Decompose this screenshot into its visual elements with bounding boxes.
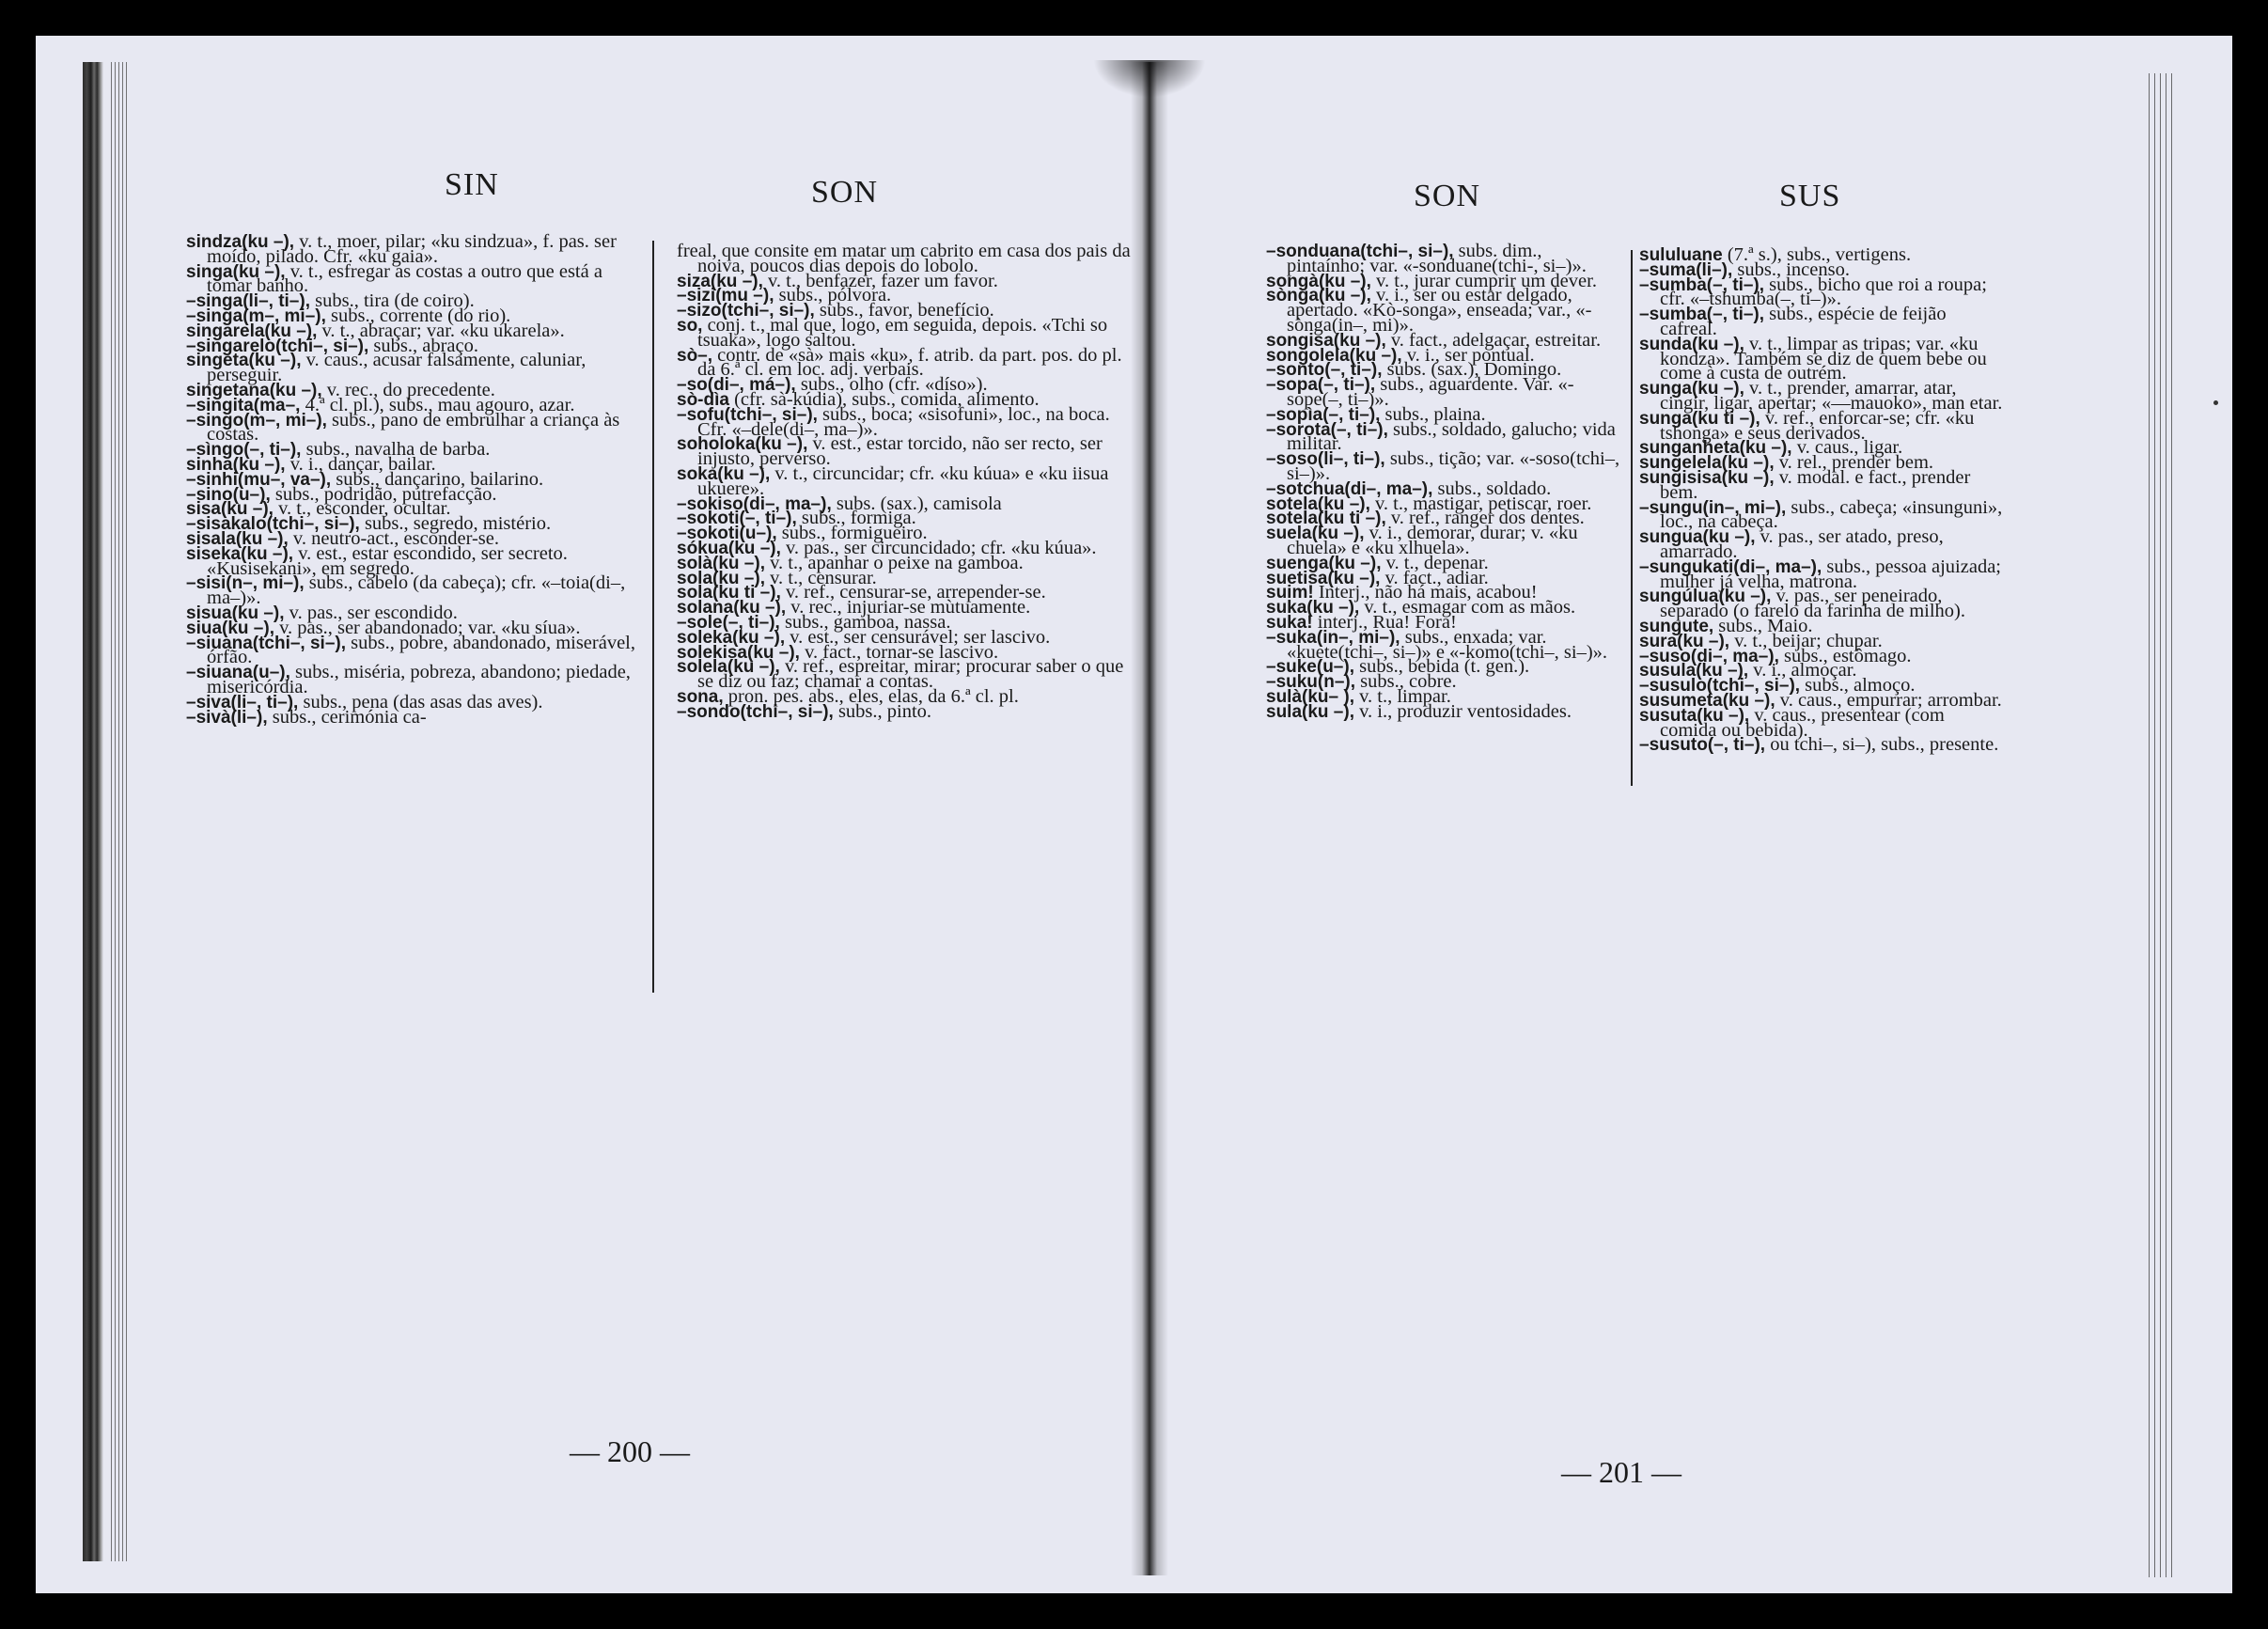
definition: v. t., depenar. [1381, 552, 1489, 573]
headword: –sìngo(–, ti–), [186, 440, 302, 461]
definition: Interj., não há mais, acabou! [1313, 582, 1538, 603]
definition: subs. (sax.), Domingo. [1382, 359, 1562, 381]
left-header-right: SON [811, 175, 879, 210]
definition: v. t., mastigar, petiscar, roer. [1369, 493, 1592, 514]
definition: subs., pobre, abandonado, miserável, órfão. [207, 632, 636, 668]
headword: –suka(in–, mi–), [1266, 627, 1400, 648]
headword: songolela(ku –), [1266, 345, 1402, 366]
definition: v. i., almoçar. [1748, 660, 1857, 681]
headword: –sisakalo(tchi–, si–), [186, 514, 360, 535]
headword: susuta(ku –), [1639, 705, 1750, 726]
book-gutter [1131, 62, 1168, 1575]
headword: singeta(ku –), [186, 351, 302, 371]
headword: –sole(–, ti–), [677, 612, 780, 633]
headword: sindza(ku –), [186, 232, 295, 252]
definition: v. t., apanhar o peixe na gamboa. [764, 552, 1024, 573]
definition: v. ref., enforcar-se; cfr. «ku tshonga» e seus derivados. [1660, 407, 1975, 444]
definition: v. ref., censurar-se, arrepender-se. [780, 582, 1046, 603]
headword: sunga(ku –), [1639, 379, 1744, 399]
headword: –sisi(n–, mi–), [186, 573, 305, 594]
definition: pron. pes. abs., eles, elas, da 6.ª cl. pl. [723, 685, 1019, 707]
definition: v. t., esfregar as costas a outro que está a tomar banho. [207, 260, 602, 297]
dictionary-entry [1639, 586, 2006, 622]
definition: subs., soldado, galucho; vida militar. [1287, 418, 1616, 455]
headword: –siuana(tchi–, si–), [186, 633, 347, 653]
definition: v. t., circuncidar; cfr. «ku kúua» e «ku iisua ukuere». [697, 462, 1109, 499]
definition: subs., tição; var. «-soso(tchi–, si–)». [1287, 448, 1620, 484]
definition: interj., Rua! Fora! [1312, 611, 1457, 633]
headword: –suma(li–), [1639, 259, 1733, 280]
headword: sola(ku –), [677, 568, 765, 588]
definition: subs., podridão, putrefacção. [270, 483, 497, 505]
headword: songà(ku –), [1266, 271, 1371, 291]
definition: v. modal. e fact., prender bem. [1660, 466, 1971, 503]
headword: singetana(ku –), [186, 380, 322, 400]
definition: subs., cerimónia ca- [267, 706, 427, 728]
headword: sungúlua(ku –), [1639, 587, 1772, 607]
definition: v. t., esmagar com as mãos. [1359, 597, 1576, 619]
headword: –singa(li–, ti–), [186, 291, 310, 312]
definition: v. rec., do precedente. [321, 379, 495, 400]
headword: songisa(ku –), [1266, 330, 1386, 351]
definition: v. i., demorar, durar; v. «ku chuela» e «ku xlhuela». [1287, 523, 1578, 558]
headword: –sotchua(di–, ma–), [1266, 478, 1433, 499]
definition: v. est., estar escondido, ser secreto. «Kusisekani», em segredo. [207, 542, 568, 579]
definition: subs., cabelo (da cabeça); cfr. «–toia(di–, ma–)». [207, 572, 626, 609]
headword: solana(ku –), [677, 598, 787, 619]
headword: –suku(n–), [1266, 672, 1356, 693]
definition: v. t., beijar; chupar. [1729, 630, 1883, 651]
definition: ou tchi–, si–), subs., presente. [1765, 734, 1999, 756]
dictionary-entry [1266, 700, 1621, 722]
definition: subs., formiga. [796, 508, 916, 529]
headword: sula(ku –), [1266, 701, 1354, 722]
headword: sungisisa(ku –), [1639, 467, 1775, 488]
headword: –singita(ma–, [186, 395, 301, 415]
definition: conj. t., mal que, logo, em seguida, depois. «Tchi so tsuaka», logo saltou. [697, 314, 1108, 351]
headword: sinha(ku –), [186, 454, 286, 475]
headword: sunganheta(ku –), [1639, 438, 1792, 459]
headword: sola(ku ti –), [677, 583, 781, 603]
headword: soleka(ku –), [677, 627, 786, 648]
definition: v. t., limpar. [1353, 685, 1451, 707]
headword: soholoka(ku –), [677, 434, 808, 455]
definition: subs., pano de embrulhar a criança às costas. [207, 409, 620, 446]
definition: v. t., prender, amarrar, atar, cingir, ligar, apertar; «—mauoko», man etar. [1660, 378, 2003, 414]
definition: subs., dançarino, bailarino. [331, 468, 544, 490]
definition: subs. dim., pintaínho; var. «-sonduane(tchi-, si–)». [1287, 241, 1587, 276]
definition: subs., bicho que roi a roupa; cfr. «–tshumba(–, ti–)». [1660, 274, 1987, 310]
definition: v. neutro-act., esconder-se. [288, 527, 500, 549]
definition: subs., enxada; var. «kuete(tchi–, si–)» e «-komo(tchi–, si–)». [1287, 626, 1608, 663]
definition: v. fact., tornar-se lascivo. [799, 641, 999, 663]
scanned-spread [36, 36, 2232, 1593]
right-page-column-2 [1639, 244, 2006, 756]
headword: –susuto(–, ti–), [1639, 735, 1766, 756]
left-header-left: SIN [445, 167, 499, 202]
definition: subs., navalha de barba. [301, 439, 491, 461]
definition: v. t., benfazer, fazer um favor. [762, 270, 998, 291]
headword: suetisa(ku –), [1266, 568, 1381, 588]
headword: –sinhi(mu–, va–), [186, 469, 332, 490]
dictionary-entry [1639, 333, 2006, 384]
definition: v. t., abraçar; var. «ku ukarela». [317, 320, 565, 341]
headword: –singa(m–, mi–), [186, 305, 326, 326]
headword: –sopa(–, ti–), [1266, 375, 1376, 396]
headword: susula(ku –), [1639, 661, 1749, 681]
definition: freal, que consite em matar um cabrito em casa dos pais da noiva, poucos dias depois do lobolo. [677, 241, 1131, 276]
definition: subs., corrente (do rio). [325, 305, 511, 326]
headword: –sonto(–, ti–), [1266, 360, 1383, 381]
definition: subs., cobre. [1355, 671, 1457, 693]
headword: soka(ku –), [677, 463, 771, 484]
definition: (7.ª s.), subs., vertigens. [1722, 244, 1912, 265]
definition: subs., olho (cfr. «díso»). [795, 374, 988, 396]
headword: sona, [677, 686, 724, 707]
definition: v. caus., presentear (com comida ou bebida). [1660, 704, 1945, 741]
right-header-left: SON [1414, 179, 1481, 213]
definition: subs., gamboa, nassa. [779, 611, 951, 633]
scan-speck [2213, 400, 2218, 405]
headword: susumeta(ku –), [1639, 690, 1775, 711]
definition: subs., favor, benefício. [814, 300, 994, 321]
definition: subs., estômago. [1778, 645, 1912, 666]
headword: sotela(ku ti –), [1266, 509, 1386, 529]
headword: suka(ku –), [1266, 598, 1360, 619]
definition: subs., aguardente. Var. «-sope(–, ti–)». [1287, 374, 1574, 410]
headword: –singarelo(tchi–, si–), [186, 336, 369, 356]
headword: –sonduana(tchi–, si–), [1266, 242, 1454, 261]
definition: v. t., moer, pilar; «ku sindzua», f. pas. ser moído, pilado. Cfr. «ku gaia». [207, 231, 617, 267]
definition: subs., plaina. [1380, 403, 1486, 425]
headword: –sokiso(di–, ma–), [677, 493, 832, 514]
definition: contr. de «sà» mais «ku», f. atrib. da part. pos. do pl. da 6.ª cl. em loc. adj. verbais. [697, 344, 1122, 381]
headword: –soso(li–, ti–), [1266, 449, 1385, 470]
definition: subs., formigueiro. [776, 523, 928, 544]
headword: siseka(ku –), [186, 543, 294, 564]
headword: suka! [1266, 612, 1313, 633]
right-page-number: — 201 — [1561, 1455, 1681, 1489]
headword: –sondo(tchi–, si–), [677, 701, 834, 722]
headword: –sizi(mu –), [677, 286, 774, 306]
definition: v. i., ser ou estar delgado, apertado. «Kò-songa», enseada; var., «-sònga(in–, mi)». [1287, 285, 1592, 336]
headword: sisa(ku –), [186, 499, 274, 520]
right-page-column-1 [1266, 241, 1621, 722]
headword: –susulo(tchi–, si–), [1639, 676, 1801, 697]
headword: –suso(di–, ma–), [1639, 646, 1779, 666]
right-edge-pages [2149, 73, 2175, 1577]
definition: subs., abraço. [368, 335, 479, 356]
headword: sura(ku –), [1639, 631, 1730, 651]
definition: v. i., dançar, bailar. [285, 453, 436, 475]
headword: siza(ku –), [677, 271, 763, 291]
definition: v. pas., ser peneirado, separado (o farelo da farinha de milho). [1660, 586, 1966, 622]
definition: subs., incenso. [1732, 258, 1850, 280]
headword: suim! [1266, 583, 1314, 603]
dictionary-entry [1639, 734, 2006, 756]
definition: v. t., limpar as tripas; var. «ku kondza». Também se diz de quem bebe ou come à custa de outrém. [1660, 333, 1987, 384]
headword: –sorota(–, ti–), [1266, 419, 1388, 440]
definition: v. i., produzir ventosidades. [1353, 700, 1572, 722]
dictionary-entry [677, 700, 1135, 722]
headword: –suke(u–), [1266, 657, 1354, 678]
definition: 4.ª cl. pl.), subs., mau agouro, azar. [300, 394, 575, 415]
definition: v. rel., prender bem. [1774, 452, 1934, 474]
left-edge-pages [111, 62, 130, 1561]
definition: subs., almoço. [1800, 675, 1916, 697]
headword: –sivà(li–), [186, 707, 268, 728]
definition: subs., Maio. [1713, 615, 1813, 636]
headword: sisua(ku –), [186, 603, 285, 623]
definition: v. ref., ranger dos dentes. [1385, 508, 1585, 529]
headword: solà(ku –), [677, 553, 765, 573]
definition: v. t., esconder, ocultar. [273, 498, 451, 520]
definition: v. t., censurar. [764, 567, 877, 588]
right-header-right: SUS [1779, 179, 1841, 213]
definition: v. caus., ligar. [1791, 437, 1903, 459]
definition: subs., pena (das asas das aves). [298, 691, 543, 713]
definition: subs., pólvora. [774, 285, 892, 306]
definition: v. fact., adelgaçar, estreitar. [1385, 329, 1602, 351]
headword: –sungukati(di–, ma–), [1639, 556, 1822, 577]
headword: –sofu(tchi–, si–), [677, 404, 818, 425]
definition: v. pas., ser atado, preso, amarrado. [1660, 526, 1944, 562]
definition: v. pas., ser escondido. [284, 602, 458, 623]
definition: subs., bebida (t. gen.). [1353, 656, 1530, 678]
headword: singa(ku –), [186, 261, 286, 282]
definition: v. i., ser pontual. [1401, 344, 1535, 366]
headword: sungelela(ku –), [1639, 453, 1775, 474]
headword: –sumba(–, ti–), [1639, 274, 1765, 295]
headword: singarela(ku –), [186, 321, 318, 341]
headword: –siva(li–, ti–), [186, 692, 299, 713]
headword: –sino(u–), [186, 484, 271, 505]
headword: sulà(ku– ), [1266, 686, 1354, 707]
definition: v. pas., ser abandonado; var. «ku síua». [274, 617, 581, 638]
headword: sunda(ku –), [1639, 334, 1744, 354]
left-column-divider [652, 241, 654, 993]
headword: sunga(ku ti –), [1639, 408, 1760, 429]
definition: subs., cabeça; «insunguni», loc., na cabeça. [1660, 496, 2003, 533]
headword: sisala(ku –), [186, 528, 289, 549]
definition: v. est., ser censurável; ser lascivo. [785, 626, 1051, 648]
headword: –sumba(–, ti–), [1639, 305, 1765, 325]
headword: sò-dìa [677, 389, 729, 410]
headword: –sokoti(–, ti–), [677, 509, 797, 529]
left-edge-shadow [83, 62, 103, 1561]
definition: subs. (sax.), camisola [831, 493, 1002, 514]
headword: –sungu(in–, mi–), [1639, 497, 1787, 518]
headword: sókua(ku –), [677, 538, 781, 558]
definition: v. t., jurar cumprir um dever. [1370, 270, 1597, 291]
definition: subs., tira (de coiro). [309, 290, 475, 312]
left-page-column-1 [186, 231, 643, 728]
headword: sungua(ku –), [1639, 527, 1756, 548]
definition: subs., boca; «sisofuni», loc., na boca. Cfr. «–dele(di–, ma–)». [697, 403, 1110, 440]
headword: suela(ku –), [1266, 524, 1365, 544]
headword: sò–, [677, 345, 713, 366]
headword: so, [677, 315, 703, 336]
headword: solekisa(ku –), [677, 642, 800, 663]
definition: subs., pessoa ajuizada; mulher já velha, matrona. [1660, 556, 2001, 592]
headword: sungute, [1639, 616, 1714, 636]
headword: suenga(ku –), [1266, 553, 1382, 573]
definition: (cfr. sà-kúdia), subs., comida, alimento. [728, 388, 1040, 410]
definition: subs., miséria, pobreza, abandono; piedade, misericórdia. [207, 662, 631, 697]
headword: –siuana(u–), [186, 663, 290, 683]
definition: subs., segredo, mistério. [359, 513, 552, 535]
headword: sònga(ku –), [1266, 286, 1371, 306]
definition: subs., pinto. [833, 700, 932, 722]
definition: v. caus., empurrar; arrombar. [1775, 689, 2002, 711]
dictionary-entry [1266, 285, 1621, 336]
left-page-column-2 [677, 241, 1135, 722]
headword: –sizo(tchi–, si–), [677, 301, 815, 321]
headword: sululuane [1639, 245, 1723, 265]
headword: –so(di–, má–), [677, 375, 796, 396]
definition: v. caus., acusar falsamente, caluniar, perseguir. [207, 350, 587, 386]
headword: siua(ku –), [186, 618, 274, 638]
headword: solela(ku –), [677, 657, 780, 678]
definition: subs., espécie de feijão cafreal. [1660, 304, 1947, 339]
headword: sotela(ku –), [1266, 493, 1370, 514]
definition: v. pas., ser circuncidado; cfr. «ku kúua». [780, 537, 1097, 558]
definition: v. ref., espreitar, mirar; procurar saber o que se diz ou faz; chamar a contas. [697, 656, 1124, 693]
definition: v. est., estar torcido, não ser recto, ser injusto, perverso. [697, 433, 1103, 470]
headword: –sopìa(–, ti–), [1266, 404, 1381, 425]
right-column-divider [1631, 250, 1633, 786]
headword: –singo(m–, mi–), [186, 410, 327, 431]
left-page-number: — 200 — [570, 1434, 690, 1468]
definition: v. fact., adiar. [1380, 567, 1489, 588]
headword: –sokoti(u–), [677, 524, 777, 544]
dictionary-entry [186, 706, 643, 728]
definition: subs., soldado. [1432, 478, 1552, 499]
definition: v. rec., injuriar-se mùtuamente. [786, 597, 1031, 619]
